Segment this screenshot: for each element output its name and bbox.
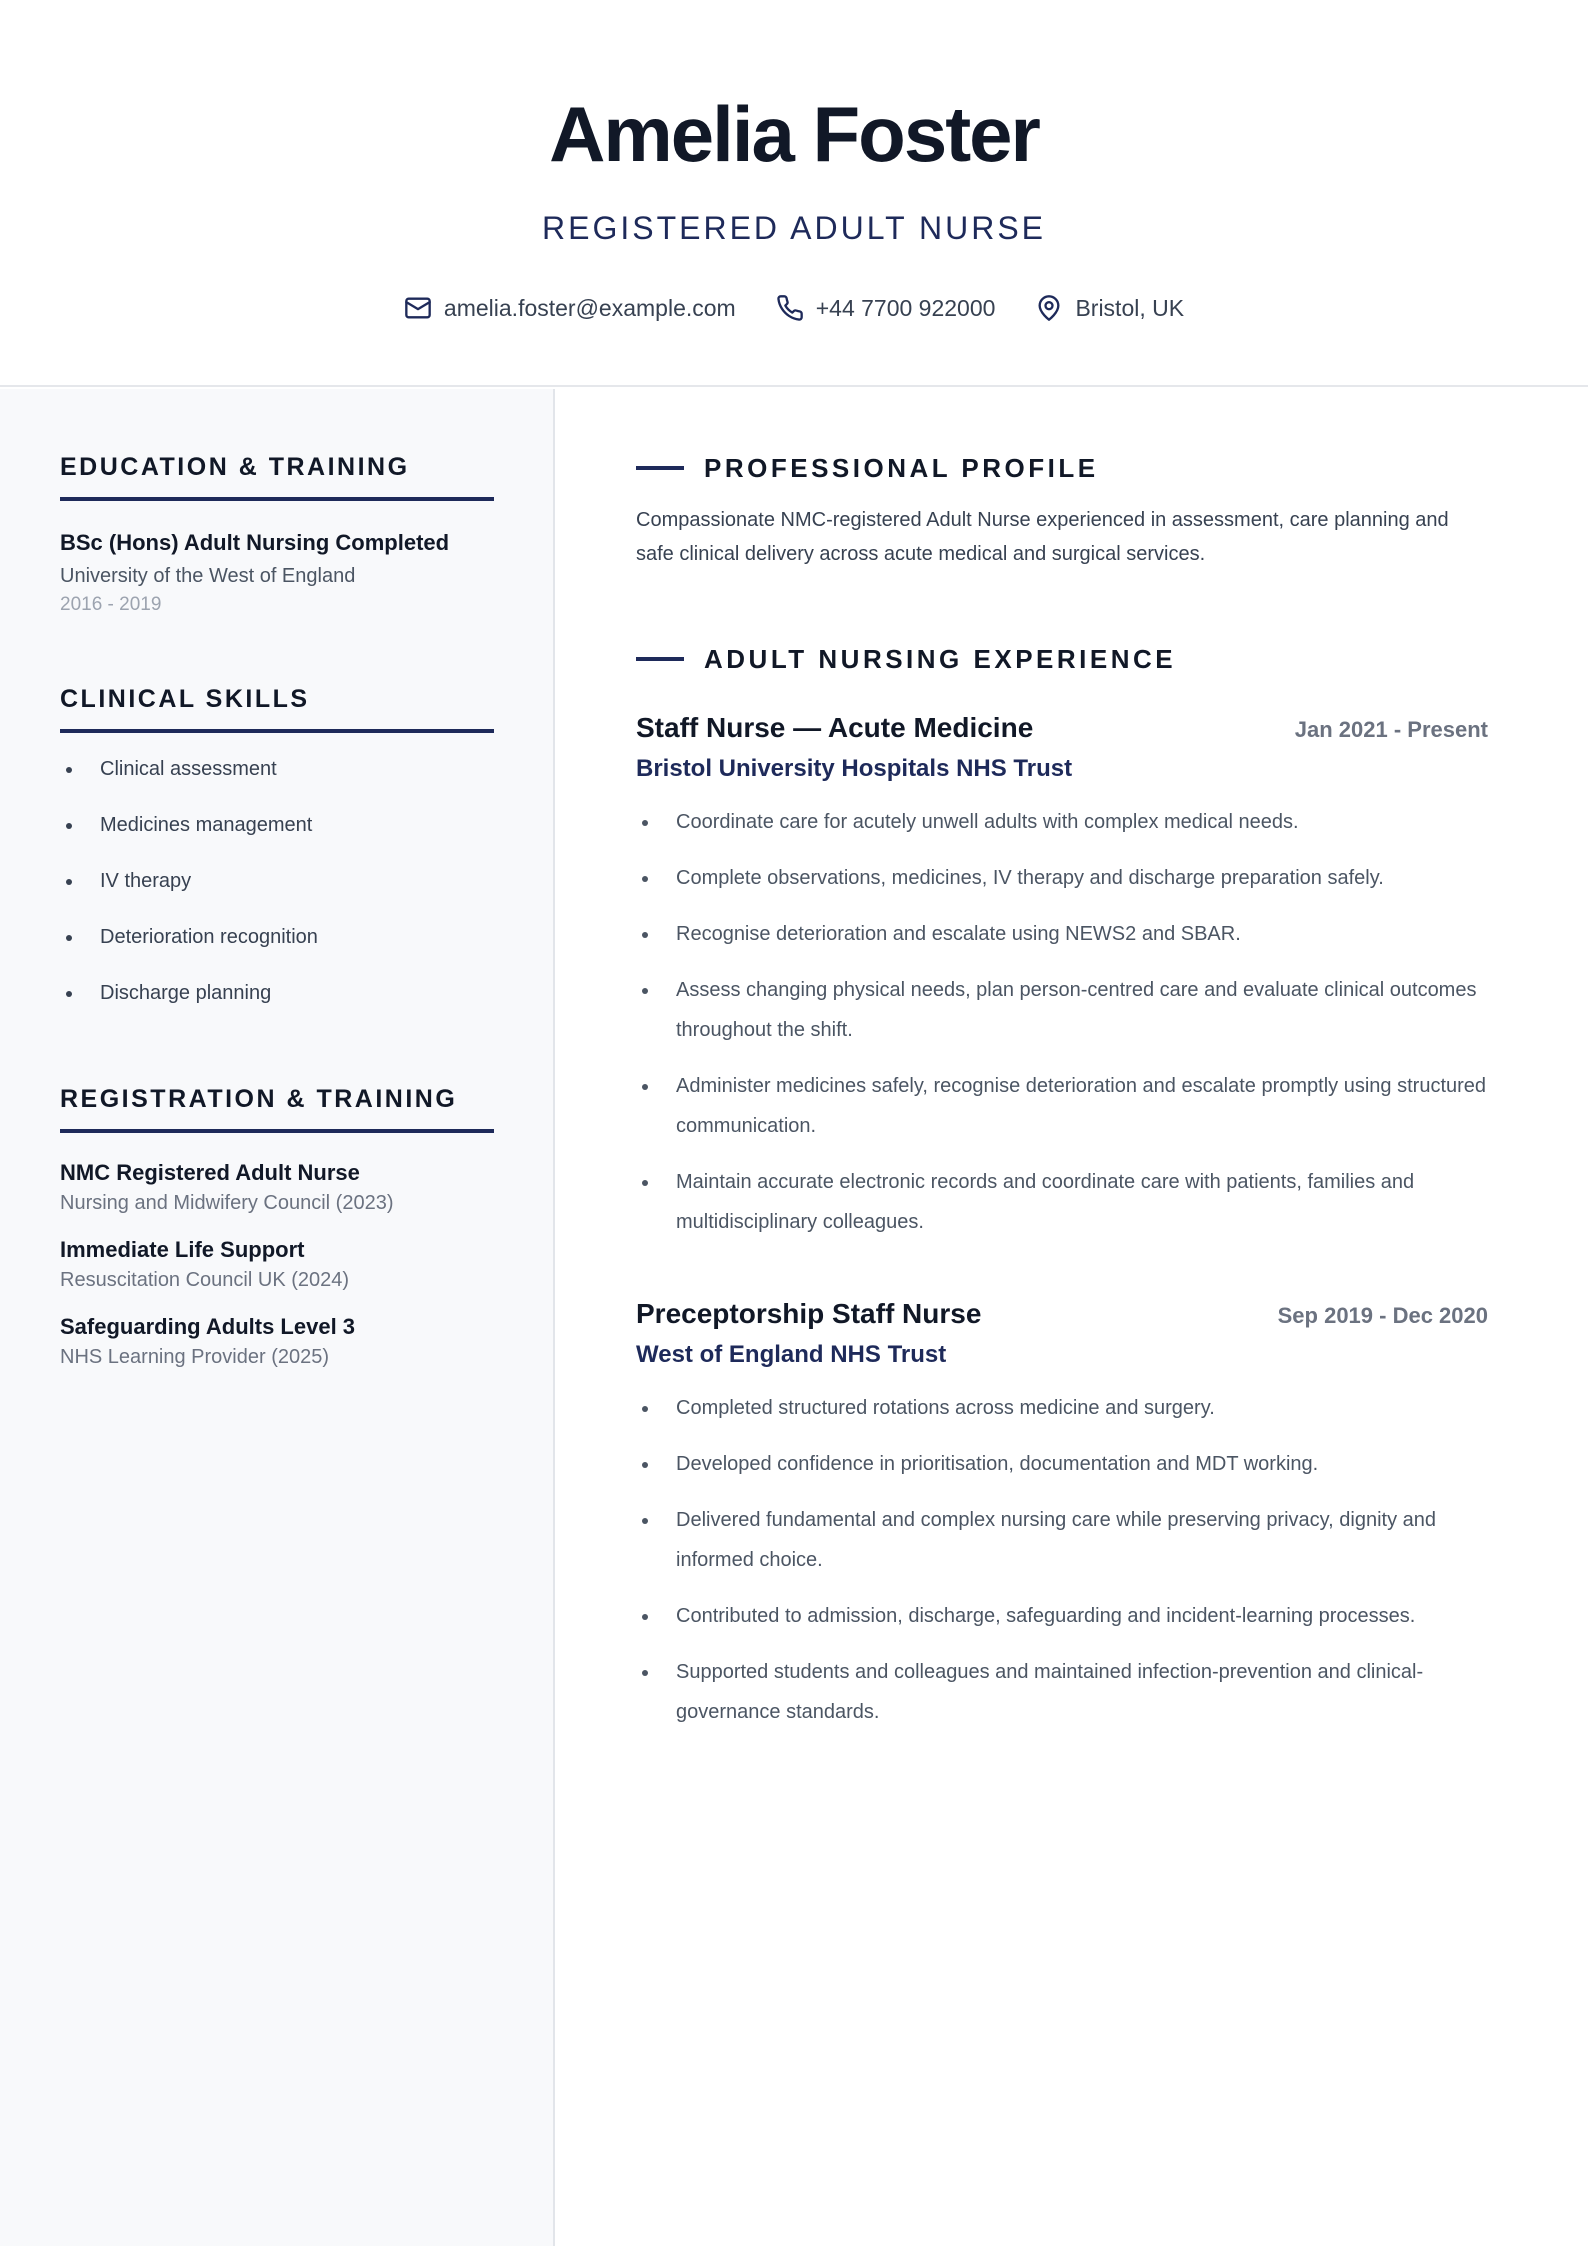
registration-name: Safeguarding Adults Level 3 <box>60 1314 356 1339</box>
skill-item: Deterioration recognition <box>60 923 494 979</box>
candidate-name: Amelia Foster <box>549 90 1039 178</box>
job-bullet: Complete observations, medicines, IV therapy and discharge preparation safely. <box>636 858 1488 898</box>
skills-heading: CLINICAL SKILLS <box>60 685 310 713</box>
contact-phone[interactable] <box>776 294 996 322</box>
job-entry-title: Preceptorship Staff Nurse <box>636 1298 982 1329</box>
registration-section <box>60 1083 494 1370</box>
registration-name: Immediate Life Support <box>60 1237 305 1262</box>
job-bullets <box>636 1388 1488 1732</box>
education-heading: EDUCATION & TRAINING <box>60 453 410 481</box>
job-header <box>636 710 1488 746</box>
profile-heading: PROFESSIONAL PROFILE <box>704 453 1099 483</box>
contact-location <box>1035 294 1184 322</box>
job-bullet: Delivered fundamental and complex nursing care while preserving privacy, dignity and informed choice. <box>636 1500 1488 1580</box>
job-bullet: Coordinate care for acutely unwell adults with complex medical needs. <box>636 802 1488 842</box>
profile-section <box>636 451 1488 571</box>
job-bullet: Supported students and colleagues and maintained infection-prevention and clinical-governance standards. <box>636 1652 1488 1732</box>
skill-item: Discharge planning <box>60 979 494 1035</box>
experience-heading-row <box>636 642 1488 676</box>
section-divider <box>60 1129 494 1133</box>
contact-location-text: Bristol, UK <box>1075 294 1185 321</box>
skills-section <box>60 683 494 1035</box>
registration-item <box>60 1159 494 1216</box>
registration-heading: REGISTRATION & TRAINING <box>60 1085 458 1113</box>
education-school: University of the West of England <box>60 565 356 587</box>
resume-header <box>0 0 1588 387</box>
registration-org: Resuscitation Council UK (2024) <box>60 1269 350 1291</box>
contact-phone-text: +44 7700 922000 <box>815 294 996 321</box>
heading-accent-bar <box>636 466 684 470</box>
job-title: REGISTERED ADULT NURSE <box>541 210 1046 246</box>
job-bullet: Maintain accurate electronic records and coordinate care with patients, families and multidisciplinary colleagues. <box>636 1162 1488 1242</box>
experience-section <box>636 642 1488 676</box>
job-entry-org: Bristol University Hospitals NHS Trust <box>636 755 1073 782</box>
skill-item: Clinical assessment <box>60 755 494 811</box>
section-divider <box>60 497 494 501</box>
job-entry-org: West of England NHS Trust <box>636 1341 947 1368</box>
registration-item <box>60 1236 494 1293</box>
skills-list <box>60 755 494 1035</box>
registration-item <box>60 1313 494 1370</box>
heading-accent-bar <box>636 657 684 661</box>
job-bullet: Contributed to admission, discharge, safeguarding and incident-learning processes. <box>636 1596 1488 1636</box>
profile-heading-row <box>636 451 1488 485</box>
contact-email[interactable] <box>404 294 736 322</box>
mail-icon <box>404 294 432 322</box>
job-header <box>636 1296 1488 1332</box>
registration-org: NHS Learning Provider (2025) <box>60 1346 330 1368</box>
job-entry-dates: Jan 2021 - Present <box>1294 717 1488 742</box>
education-years: 2016 - 2019 <box>60 594 162 615</box>
registration-name: NMC Registered Adult Nurse <box>60 1160 360 1185</box>
job-bullet: Developed confidence in prioritisation, documentation and MDT working. <box>636 1444 1488 1484</box>
job-entry <box>636 710 1488 1258</box>
location-pin-icon <box>1035 294 1063 322</box>
skill-item: IV therapy <box>60 867 494 923</box>
job-bullet: Assess changing physical needs, plan person-centred care and evaluate clinical outcomes throughout the shift. <box>636 970 1488 1050</box>
sidebar <box>0 389 555 2246</box>
skill-item: Medicines management <box>60 811 494 867</box>
job-entry <box>636 1296 1488 1748</box>
education-degree: BSc (Hons) Adult Nursing Completed <box>60 530 450 555</box>
job-bullets <box>636 802 1488 1242</box>
job-bullet: Completed structured rotations across medicine and surgery. <box>636 1388 1488 1428</box>
education-section <box>60 451 494 617</box>
registration-org: Nursing and Midwifery Council (2023) <box>60 1192 394 1214</box>
job-entry-title: Staff Nurse — Acute Medicine <box>636 712 1034 743</box>
job-bullet: Administer medicines safely, recognise deterioration and escalate promptly using structured communication. <box>636 1066 1488 1146</box>
job-entry-dates: Sep 2019 - Dec 2020 <box>1277 1303 1488 1328</box>
contact-email-text: amelia.foster@example.com <box>443 294 736 321</box>
phone-icon <box>776 294 804 322</box>
job-bullet: Recognise deterioration and escalate using NEWS2 and SBAR. <box>636 914 1488 954</box>
profile-summary: Compassionate NMC-registered Adult Nurse experienced in assessment, care planning and safe clinical delivery across acute medical and surgical services. <box>636 509 1449 565</box>
experience-heading: ADULT NURSING EXPERIENCE <box>704 644 1177 674</box>
contact-bar <box>0 290 1588 326</box>
section-divider <box>60 729 494 733</box>
